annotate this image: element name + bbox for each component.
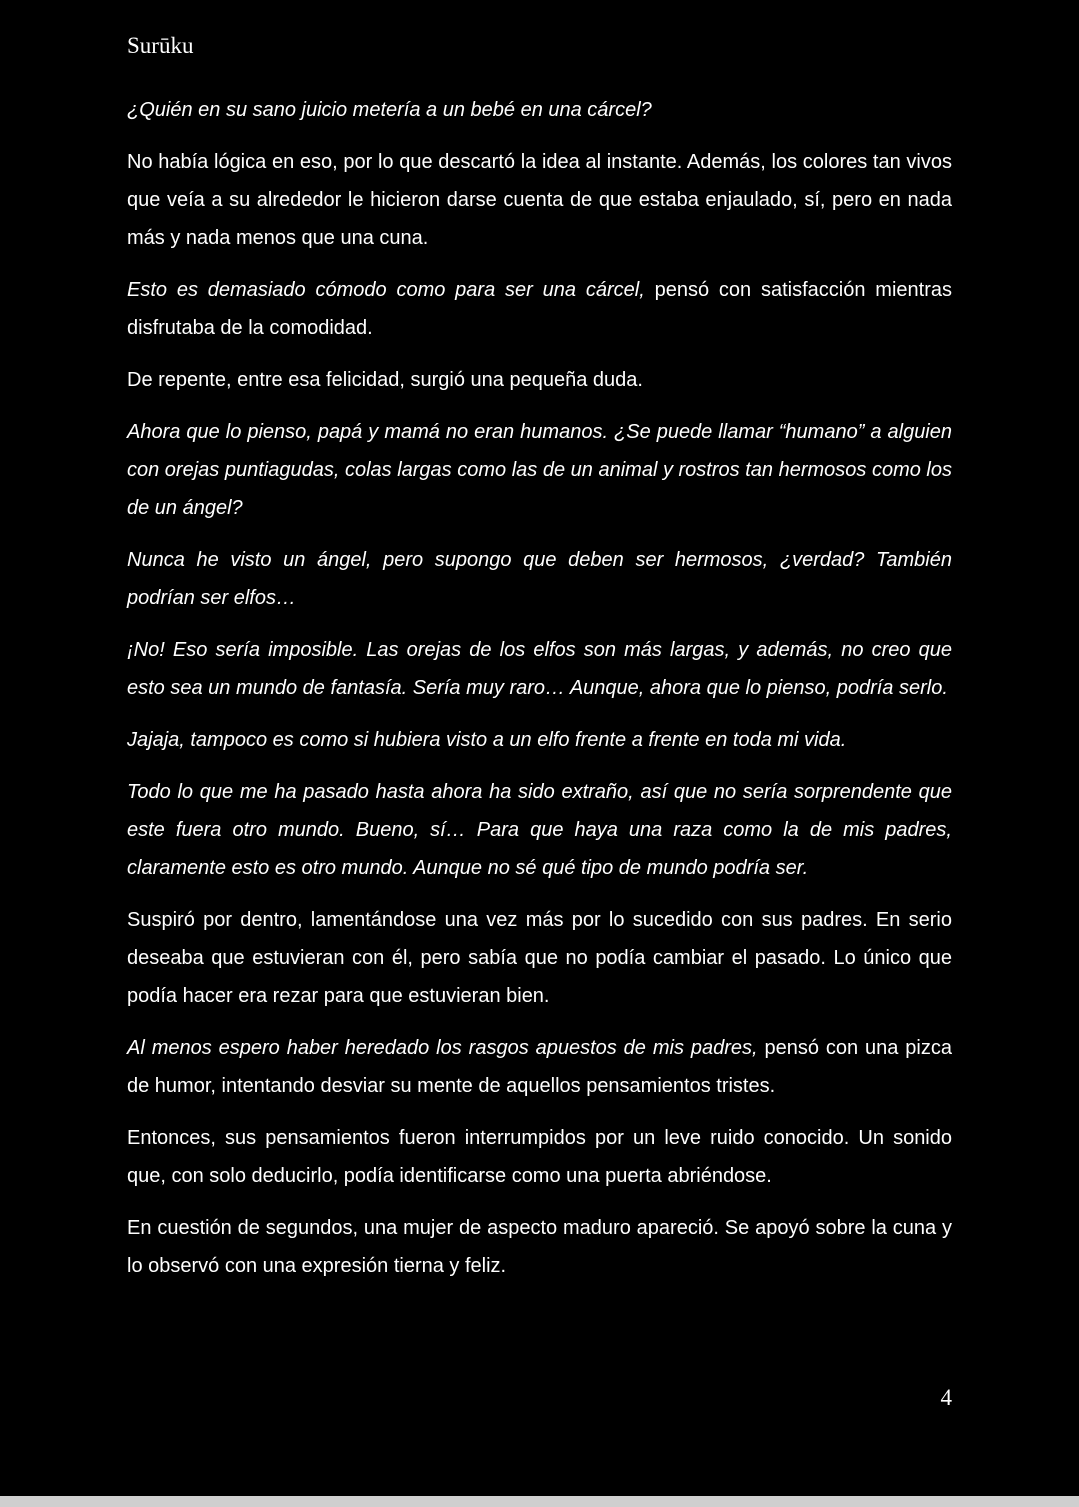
paragraph	[127, 143, 952, 257]
paragraph-text: Suspiró por dentro, lamentándose una vez más por lo sucedido con sus padres. En serio deseaba que estuvieran con él, pero sabía que no podía cambiar el pasado. Lo único que podía hacer era rezar para que estuvieran bien.	[127, 909, 952, 1007]
running-header: Surūku	[127, 33, 194, 58]
paragraph-text: Entonces, sus pensamientos fueron interrumpidos por un leve ruido conocido. Un sonido que, con solo deducirlo, podía identificarse como una puerta abriéndose.	[127, 1127, 952, 1187]
paragraph-text: En cuestión de segundos, una mujer de aspecto maduro apareció. Se apoyó sobre la cuna y lo observó con una expresión tierna y feliz.	[127, 1217, 952, 1277]
paragraph	[127, 773, 952, 887]
paragraph	[127, 413, 952, 527]
paragraph	[127, 91, 952, 129]
paragraph	[127, 541, 952, 617]
paragraph-text: pensó con satisfacción mientras disfrutaba de la comodidad.	[127, 279, 952, 339]
body-text	[127, 91, 952, 1299]
paragraph	[127, 271, 952, 347]
paragraph-italic: Esto es demasiado cómodo como para ser una cárcel,	[127, 279, 645, 301]
paragraph	[127, 1209, 952, 1285]
paragraph-italic: Nunca he visto un ángel, pero supongo que deben ser hermosos, ¿verdad? También podrían ser elfos…	[127, 549, 952, 609]
paragraph	[127, 901, 952, 1015]
page-bottom-edge	[0, 1496, 1079, 1507]
paragraph	[127, 361, 952, 399]
paragraph	[127, 1119, 952, 1195]
paragraph-text: No había lógica en eso, por lo que descartó la idea al instante. Además, los colores tan vivos que veía a su alrededor le hicieron darse cuenta de que estaba enjaulado, sí, pero en nada más y nada menos que una cuna.	[127, 151, 952, 249]
paragraph	[127, 1029, 952, 1105]
paragraph-italic: Todo lo que me ha pasado hasta ahora ha sido extraño, así que no sería sorprendente que este fuera otro mundo. Bueno, sí… Para que haya una raza como la de mis padres, claramente esto es otro mundo. Aunque no sé qué tipo de mundo podría ser.	[127, 781, 952, 879]
paragraph-italic: Jajaja, tampoco es como si hubiera visto a un elfo frente a frente en toda mi vida.	[127, 729, 847, 751]
paragraph-text: De repente, entre esa felicidad, surgió una pequeña duda.	[127, 369, 643, 391]
paragraph-italic: ¡No! Eso sería imposible. Las orejas de los elfos son más largas, y además, no creo que esto sea un mundo de fantasía. Sería muy raro… Aunque, ahora que lo pienso, podría serlo.	[127, 639, 952, 699]
paragraph-text: pensó con una pizca de humor, intentando desviar su mente de aquellos pensamientos tristes.	[127, 1037, 952, 1097]
paragraph	[127, 721, 952, 759]
paragraph-italic: Ahora que lo pienso, papá y mamá no eran humanos. ¿Se puede llamar “humano” a alguien con orejas puntiagudas, colas largas como las de un animal y rostros tan hermosos como los de un ángel?	[127, 421, 952, 519]
page-number: 4	[940, 1385, 952, 1410]
paragraph-italic: Al menos espero haber heredado los rasgos apuestos de mis padres,	[127, 1037, 758, 1059]
paragraph	[127, 631, 952, 707]
paragraph-italic: ¿Quién en su sano juicio metería a un bebé en una cárcel?	[127, 99, 652, 121]
